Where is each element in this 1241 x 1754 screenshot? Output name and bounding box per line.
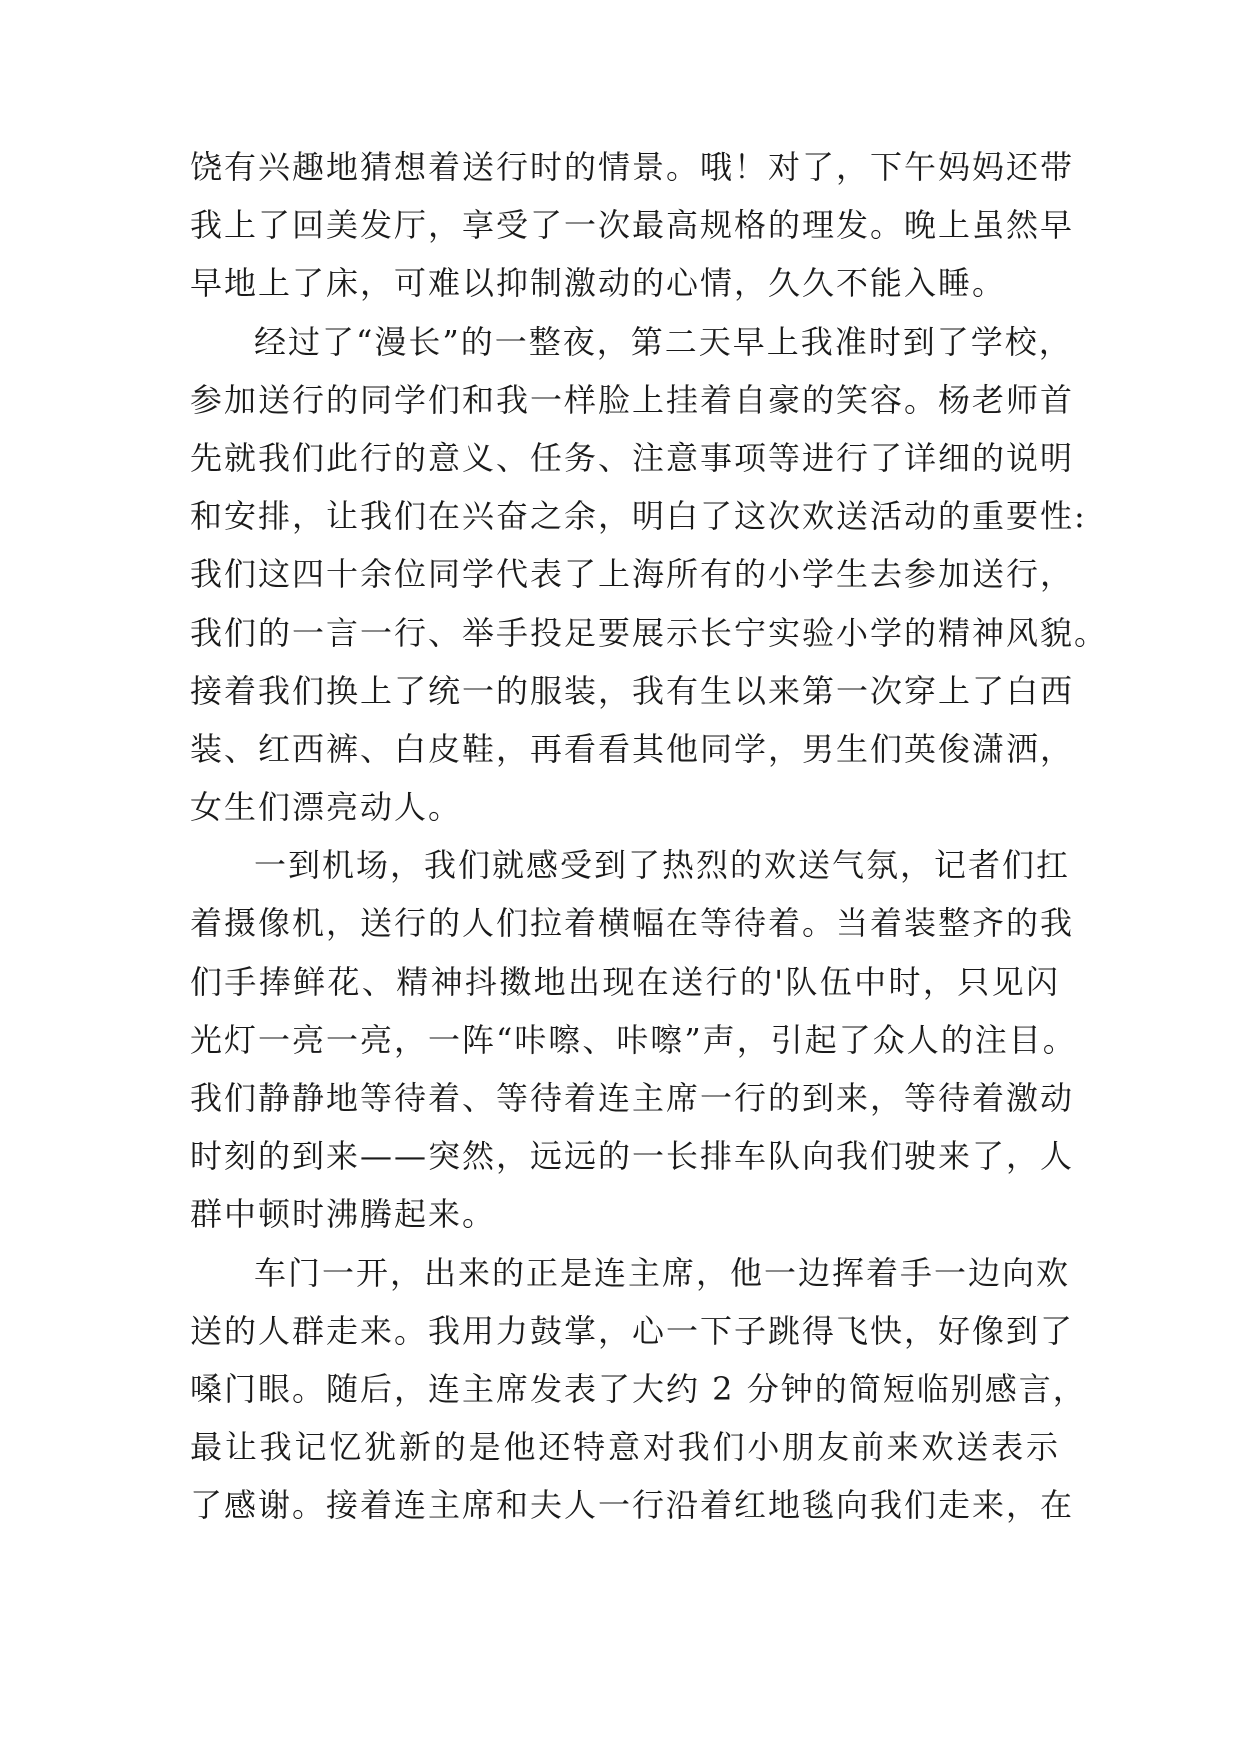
- body-text: [190, 138, 1109, 1535]
- text-line: 先就我们此行的意义、任务、注意事项等进行了详细的说明: [190, 438, 1075, 477]
- text-line: 我们这四十余位同学代表了上海所有的小学生去参加送行，: [190, 555, 1075, 594]
- text-line: 装、红西裤、白皮鞋，再看看其他同学，男生们英俊潇洒，: [190, 729, 1075, 768]
- text-line: 光灯一亮一亮，一阵“咔嚓、咔嚓”声，引起了众人的注目。: [190, 1020, 1077, 1059]
- text-line: 时刻的到来——突然，远远的一长排车队向我们驶来了，人: [190, 1137, 1075, 1176]
- text-line: 最让我记忆犹新的是他还特意对我们小朋友前来欢送表示: [190, 1428, 1060, 1467]
- text-line: 一到机场，我们就感受到了热烈的欢送气氛，记者们扛: [254, 846, 1071, 885]
- text-line: 嗓门眼。随后，连主席发表了大约 2 分钟的简短临别感言，: [190, 1369, 1087, 1408]
- text-line: 饶有兴趣地猜想着送行时的情景。哦！对了，下午妈妈还带: [190, 148, 1075, 186]
- text-line: 和安排，让我们在兴奋之余，明白了这次欢送活动的重要性:: [190, 497, 1087, 536]
- text-line: 早地上了床，可难以抑制激动的心情，久久不能入睡。: [190, 264, 1007, 303]
- text-line: 车门一开，出来的正是连主席，他一边挥着手一边向欢: [254, 1253, 1071, 1292]
- text-line: 参加送行的同学们和我一样脸上挂着自豪的笑容。杨老师首: [190, 380, 1075, 419]
- text-line: 我们的一言一行、举手投足要展示长宁实验小学的精神风貌。: [190, 613, 1109, 652]
- text-line: 经过了“漫长”的一整夜，第二天早上我准时到了学校，: [254, 322, 1073, 361]
- text-line: 我们静静地等待着、等待着连主席一行的到来，等待着激动: [190, 1079, 1075, 1117]
- text-line: 送的人群走来。我用力鼓掌，心一下子跳得飞快，好像到了: [190, 1311, 1075, 1350]
- text-line: 群中顿时沸腾起来。: [190, 1195, 497, 1234]
- text-line: 我上了回美发厅，享受了一次最高规格的理发。晚上虽然早: [190, 206, 1075, 245]
- text-line: 女生们漂亮动人。: [190, 788, 463, 827]
- text-line: 了感谢。接着连主席和夫人一行沿着红地毯向我们走来，在: [190, 1486, 1075, 1525]
- text-line: 们手捧鲜花、精神抖擞地出现在送行的'队伍中时，只见闪: [190, 962, 1060, 1001]
- text-line: 接着我们换上了统一的服装，我有生以来第一次穿上了白西: [190, 671, 1075, 710]
- text-line: 着摄像机，送行的人们拉着横幅在等待着。当着装整齐的我: [190, 904, 1075, 943]
